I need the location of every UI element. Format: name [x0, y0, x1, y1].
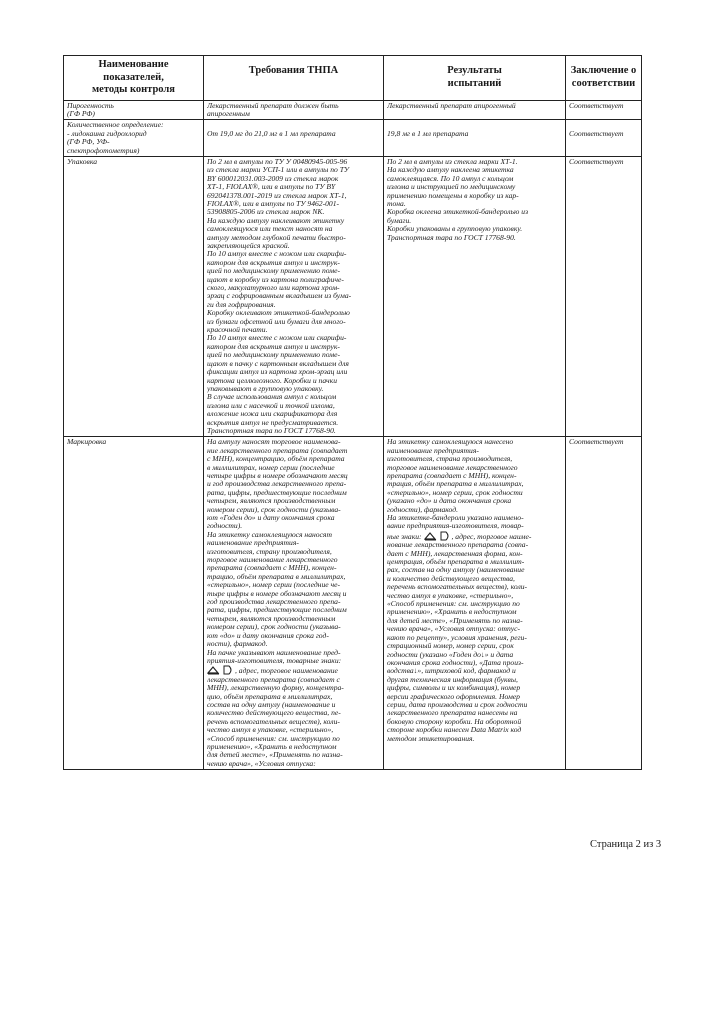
- row-name: Маркировка: [64, 437, 204, 770]
- row-requirement: [204, 156, 384, 436]
- header-text: Требования ТНПА: [248, 65, 339, 77]
- packaging-requirement-lines: По 2 мл в ампулы по ТУ У 00480945-005-96 из стекла марки УСП-1 или в ампулы по ТУ BY 600012031.003-2009 из стекла марок ХТ-1, FIOLAX®, или в ампулы по ТУ BY 692041378.001-2019 из стекла марок ХТ-1, FIOLAX®, или в ампулы по ТУ 9462-001- 53908805-2006 из стекла марок NK. На каждую ампулу наклеивают этикетку самоклеящуюся или текст наносят на ампулу методом глубокой печати быстро- закрепляющейся краской. По 10 ампул вместе с ножом или скарифи- катором для вскрытия ампул и инструк- цией по медицинскому применению поме- щают в коробку из картона полиграфиче- ского, макулатурного или картона хром- эрзац с гофрированным вкладышем из бума- ги для гофрирования. Коробку оклеивают этикеткой-бандеролью из бумаги офсетной или бумаги для много- красочной печати. По 10 ампул вместе с ножом или скарифи- катором для вскрытия ампул и инструк- цией по медицинскому применению поме- щают в пачку с картонным вкладышем для фиксации ампул из картона хром-эрзац или картона целлюлозного. Коробки и пачки упаковывают в групповую упаковку. В случае использования ампул с кольцом излома или с насечкой и точкой излома, вложение ножа или скарификатора для вскрытия ампул не предусматривается. Транспортная тара по ГОСТ 17768-90.: [207, 157, 352, 435]
- trademark-line: , адрес, торговое наименование: [207, 665, 380, 675]
- row-requirement: Лекарственный препарат должен быть апирогенным: [204, 100, 384, 120]
- row-result: 19,8 мг в 1 мл препарата: [384, 120, 566, 157]
- row-result: По 2 мл в ампулы из стекла марки ХТ-1. На каждую ампулу наклеена этикетка самоклеящаяся. По 10 ампул с кольцом излома и инструкцией по медицинскому применению помещены в коробку из кар- тона. Коробка оклеена этикеткой-бандеролью из бумаги. Коробки упакованы в групповую упаковку. Транспортная тара по ГОСТ 17768-90.: [384, 156, 566, 436]
- trademark-logo-icon: [207, 665, 235, 675]
- row-requirement: На ампулу наносят торговое наименова- ние лекарственного препарата (совпадает с МНН), концентрацию, объём препарата в миллилитрах, номер серии (последние четыре цифры в номере обозначают месяц и год производства лекарственного препа- рата, цифры, предшествующие последним четырем, являются производственным номером серии), срок годности (указыва- ют «Годен до» и дату окончания срока годности). На этикетку самоклеящуюся наносят наименование предприятия- изготовителя, страну производителя, торговое наименование лекарственного препарата (совпадает с МНН), концен- трацию, объём препарата в миллилитрах, «стерильно», номер серии (последние че- тыре цифры в номере обозначают месяц и год производства лекарственного препа- рата, цифры, предшествующие последним четырем, являются производственным номером серии), срок годности (указыва- ют «до» и дату окончания срока год- ности), фармакод. На пачке указывают наименование пред- приятия-изготовителя, товарные знаки: , адрес, торговое наименование лекарственного препарата (совпадает с МНН), лекарственную форму, концентра- цию, объём препарата в миллилитрах, состав на одну ампулу (наименование и количество действующего вещества, пе- речень вспомогательных веществ), коли- чество ампул в упаковке, «стерильно», «Способ применения: см. инструкцию по применению», «Хранить в недоступном для детей месте», «Применять по назна- чению врача», «Условия отпуска:: [204, 437, 384, 770]
- trademark-logo-icon: [424, 531, 452, 541]
- header-text: показателей,: [103, 71, 164, 83]
- table-row-packaging: [64, 156, 642, 436]
- row-result: Лекарственный препарат апирогенный: [384, 100, 566, 120]
- row-name: Упаковка: [64, 156, 204, 436]
- row-conclusion: Соответствует: [566, 100, 642, 120]
- header-row: [64, 56, 642, 101]
- header-text: Наименование: [98, 59, 169, 70]
- specification-table: [63, 55, 642, 770]
- header-text: Результаты: [447, 65, 502, 77]
- table-row-quantitative: [64, 120, 642, 157]
- header-results: [384, 56, 566, 101]
- document-page: [63, 55, 641, 770]
- page-number: Страница 2 из 3: [590, 839, 662, 850]
- table-row-marking: [64, 437, 642, 770]
- header-text: испытаний: [447, 77, 502, 89]
- header-requirements: [204, 56, 384, 101]
- row-conclusion: Соответствует: [566, 156, 642, 436]
- row-requirement: От 19,0 мг до 21,0 мг в 1 мл препарата: [204, 120, 384, 157]
- row-name: Пирогенность (ГФ РФ): [64, 100, 204, 120]
- header-conclusion: [566, 56, 642, 101]
- header-text: методы контроля: [92, 84, 175, 95]
- trademark-line: ные знаки: , адрес, торговое наиме-: [387, 531, 532, 541]
- row-conclusion: Соответствует: [566, 437, 642, 770]
- header-indicators: [64, 56, 204, 101]
- table-row-pyrogenicity: [64, 100, 642, 120]
- header-text: Заключение о: [570, 65, 637, 77]
- row-name: Количественное определение: - лидокаина гидрохлорид (ГФ РФ, УФ- спектрофотометрия): [64, 120, 204, 157]
- row-conclusion: Соответствует: [566, 120, 642, 157]
- header-text: соответствии: [571, 77, 636, 89]
- row-result: На этикетку самоклеящуюся нанесено наименование предприятия- изготовителя, страна производителя, торговое наименование лекарственного препарата (совпадает с МНН), концен- трация, объём препарата в миллилитрах, «стерильно», номер серии, срок годности (указано «до» и дата окончания срока годности), фармакод. На этикетке-бандероли указано наимено- вание предприятия-изготовителя, товар- ные знаки: , адрес, торговое наиме- нование лекарственного препарата (совпа- дает с МНН), лекарственная форма, кон- центрация, объём препарата в миллилит- рах, состав на одну ампулу (наименование и количество действующего вещества, перечень вспомогательных веществ), коли- чество ампул в упаковке, «стерильно», «Способ применения: см. инструкцию по применению», «Хранить в недоступном для детей месте», «Применять по назна- чению врача», «Условия отпуска: отпус- кают по рецепту», условия хранения, реги- страционный номер, номер серии, срок годности (указано «Годен до↓» и дата окончания срока годности), «Дата произ- водства↓», штриховой код, фармакод и другая техническая информация (буквы, цифры, символы и их комбинация), номер версии графического оформления. Номер серии, дата производства и срок годности лекарственного препарата нанесены на боковую сторону коробки. На оборотной стороне коробки нанесен Data Matrix код методом этикетирования.: [384, 437, 566, 770]
